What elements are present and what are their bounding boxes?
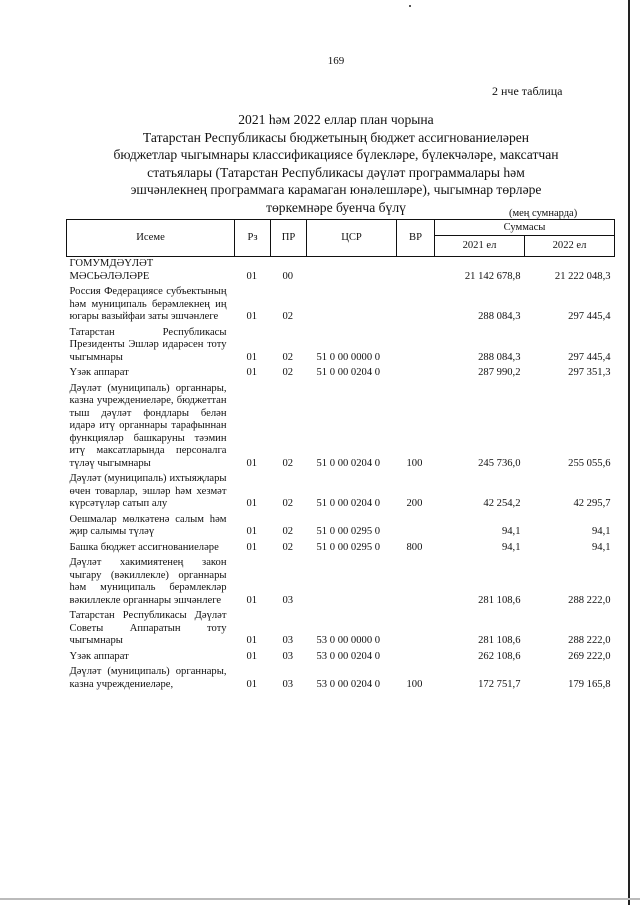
row-rz: 01: [246, 678, 258, 690]
page-number: 169: [327, 55, 345, 67]
title-line: эшчәнлекнең программага карамаган юнәлешләре), чыгымнар төрләре: [130, 182, 542, 197]
row-sum-2022: 288 222,0: [568, 635, 611, 646]
row-pr: 02: [282, 457, 294, 469]
header-2022: 2022 ел: [525, 236, 615, 257]
row-sum-2022: 297 445,4: [568, 351, 611, 363]
row-vr: 800: [406, 541, 423, 553]
table-row: [67, 326, 615, 367]
row-sum-2022: 42 295,7: [573, 498, 611, 509]
row-name: ГОМУМДӘҮЛӘТ МӘСЬӘЛӘЛӘРЕ: [69, 258, 154, 282]
row-csr: 51 0 00 0295 0: [316, 541, 381, 553]
row-name: Дәүләт хакимиятенең закон чыгару (вәкиллекле) органнары һәм муниципаль берәмлекләр вәкиллекле органнары эшчәнлеге: [69, 557, 227, 606]
units-note: (мең сумнарда): [509, 208, 578, 219]
row-pr: 03: [282, 635, 294, 646]
scan-dot: [409, 5, 411, 7]
row-pr: 02: [282, 526, 294, 537]
row-vr: [397, 326, 435, 367]
row-pr: 02: [282, 541, 294, 553]
table-label: 2 нче таблица: [492, 84, 563, 98]
row-rz: 01: [246, 367, 258, 378]
row-sum-2021: 94,1: [501, 526, 521, 537]
row-sum-2021: 287 990,2: [478, 367, 521, 378]
row-csr: [307, 285, 397, 326]
row-csr: 51 0 00 0204 0: [316, 498, 381, 509]
row-sum-2021: 262 108,6: [478, 650, 521, 662]
table-row: [67, 556, 615, 609]
row-vr: [397, 257, 435, 286]
row-rz: 01: [246, 351, 258, 363]
title-line: 2021 һәм 2022 еллар план чорына: [238, 112, 434, 127]
row-pr: 02: [282, 311, 294, 322]
row-sum-2021: 21 142 678,8: [464, 270, 521, 282]
row-sum-2021: 245 736,0: [478, 457, 521, 469]
row-name: Татарстан Республикасы Президенты Эшләр идарәсен тоту чыгымнары: [69, 326, 227, 363]
row-pr: 00: [282, 270, 294, 282]
title-line: статьялары (Татарстан Республикасы дәүләт программалары һәм: [147, 164, 525, 180]
table-row: [67, 609, 615, 650]
row-rz: 01: [246, 457, 258, 469]
row-sum-2022: 94,1: [591, 526, 611, 537]
row-rz: 01: [246, 594, 258, 606]
row-name: Үзәк аппарат: [69, 650, 129, 662]
title-line: бюджетлар чыгымнары классификациясе бүлекләре, бүлекчәләре, максатчан: [113, 147, 559, 162]
row-pr: 03: [282, 594, 294, 606]
page-right-border: [628, 0, 630, 905]
page-bottom-border: [0, 898, 640, 900]
row-csr: 51 0 00 0204 0: [316, 367, 381, 378]
row-name: Дәүләт (муниципаль) ихтыяҗлары өчен товарлар, эшләр һәм хезмәт күрсәтүләр сатып алу: [69, 473, 227, 509]
row-sum-2021: 288 084,3: [478, 311, 521, 322]
row-rz: 01: [246, 498, 258, 509]
row-sum-2022: 297 351,3: [568, 367, 611, 378]
table-row: [67, 472, 615, 513]
row-name: Үзәк аппарат: [69, 367, 129, 378]
row-sum-2022: 288 222,0: [568, 594, 611, 606]
row-csr: 53 0 00 0000 0: [316, 635, 381, 646]
row-vr: [397, 609, 435, 650]
header-2021: 2021 ел: [435, 236, 525, 257]
row-rz: 01: [246, 311, 258, 322]
table-row: [67, 366, 615, 382]
row-csr: 51 0 00 0204 0: [316, 457, 381, 469]
row-csr: [307, 556, 397, 609]
row-name: Башка бюджет ассигнованиеләре: [69, 541, 219, 553]
row-sum-2021: 281 108,6: [478, 635, 521, 646]
row-sum-2021: 281 108,6: [478, 594, 521, 606]
header-rz: Рз: [235, 220, 271, 257]
header-csr: ЦСР: [307, 220, 397, 257]
row-vr: [397, 285, 435, 326]
row-sum-2022: 269 222,0: [568, 650, 611, 662]
row-sum-2021: 94,1: [501, 541, 521, 553]
row-rz: 01: [246, 270, 258, 282]
row-sum-2022: 21 222 048,3: [554, 270, 611, 282]
row-name: Россия Федерациясе субъектының һәм муниципаль берәмлекнең иң югары вазыйфаи заты эшчәнлеге: [69, 286, 227, 322]
row-name: Дәүләт (муниципаль) органнары, казна учреждениеләре,: [69, 666, 227, 690]
row-vr: 200: [406, 498, 423, 509]
header-name: Исеме: [67, 220, 235, 257]
row-name: Дәүләт (муниципаль) органнары, казна учреждениеләре, бюджеттан тыш дәүләт фондлары белән идарә итү органнары тарафыннан функцияләр башкаруны тәэмин итү максатларында персоналга түләү чыгымнары: [69, 382, 227, 469]
row-sum-2021: 42 254,2: [483, 498, 521, 509]
row-pr: 02: [282, 351, 294, 363]
row-sum-2022: 94,1: [591, 541, 611, 553]
row-pr: 02: [282, 498, 294, 509]
table-row: [67, 665, 615, 693]
table-row: [67, 285, 615, 326]
row-rz: 01: [246, 526, 258, 537]
header-vr: ВР: [397, 220, 435, 257]
row-rz: 01: [246, 541, 258, 553]
row-vr: 100: [406, 457, 423, 469]
table-row: [67, 382, 615, 473]
row-vr: [397, 366, 435, 382]
row-pr: 02: [282, 367, 294, 378]
row-rz: 01: [246, 650, 258, 662]
table-row: [67, 650, 615, 666]
title-line: Татарстан Республикасы бюджетының бюджет ассигнованиеләрен: [142, 129, 530, 145]
row-sum-2022: 297 445,4: [568, 311, 611, 322]
row-name: Татарстан Республикасы Дәүләт Советы Аппаратын тоту чыгымнары: [69, 610, 227, 646]
row-sum-2021: 288 084,3: [478, 351, 521, 363]
row-csr: 51 0 00 0295 0: [316, 526, 381, 537]
table-row: [67, 513, 615, 541]
row-vr: [397, 650, 435, 666]
row-csr: [307, 257, 397, 286]
row-name: Оешмалар мөлкәтенә салым һәм җир салымы түләү: [69, 513, 227, 537]
row-sum-2022: 255 055,6: [568, 457, 611, 469]
row-csr: 53 0 00 0204 0: [316, 650, 381, 662]
row-sum-2021: 172 751,7: [478, 678, 521, 690]
title-line: төркемнәре буенча бүлү: [266, 199, 406, 215]
row-vr: 100: [406, 678, 423, 690]
row-sum-2022: 179 165,8: [568, 678, 611, 690]
budget-table: [66, 219, 614, 693]
row-rz: 01: [246, 635, 258, 646]
row-vr: [397, 556, 435, 609]
row-pr: 03: [282, 650, 294, 662]
row-pr: 03: [282, 678, 294, 690]
header-sums: Суммасы: [435, 220, 615, 236]
row-vr: [397, 513, 435, 541]
row-csr: 53 0 00 0204 0: [316, 678, 381, 690]
row-csr: 51 0 00 0000 0: [316, 351, 381, 363]
table-row: [67, 541, 615, 557]
header-pr: ПР: [271, 220, 307, 257]
document-title: [70, 111, 602, 216]
table-row: [67, 257, 615, 286]
